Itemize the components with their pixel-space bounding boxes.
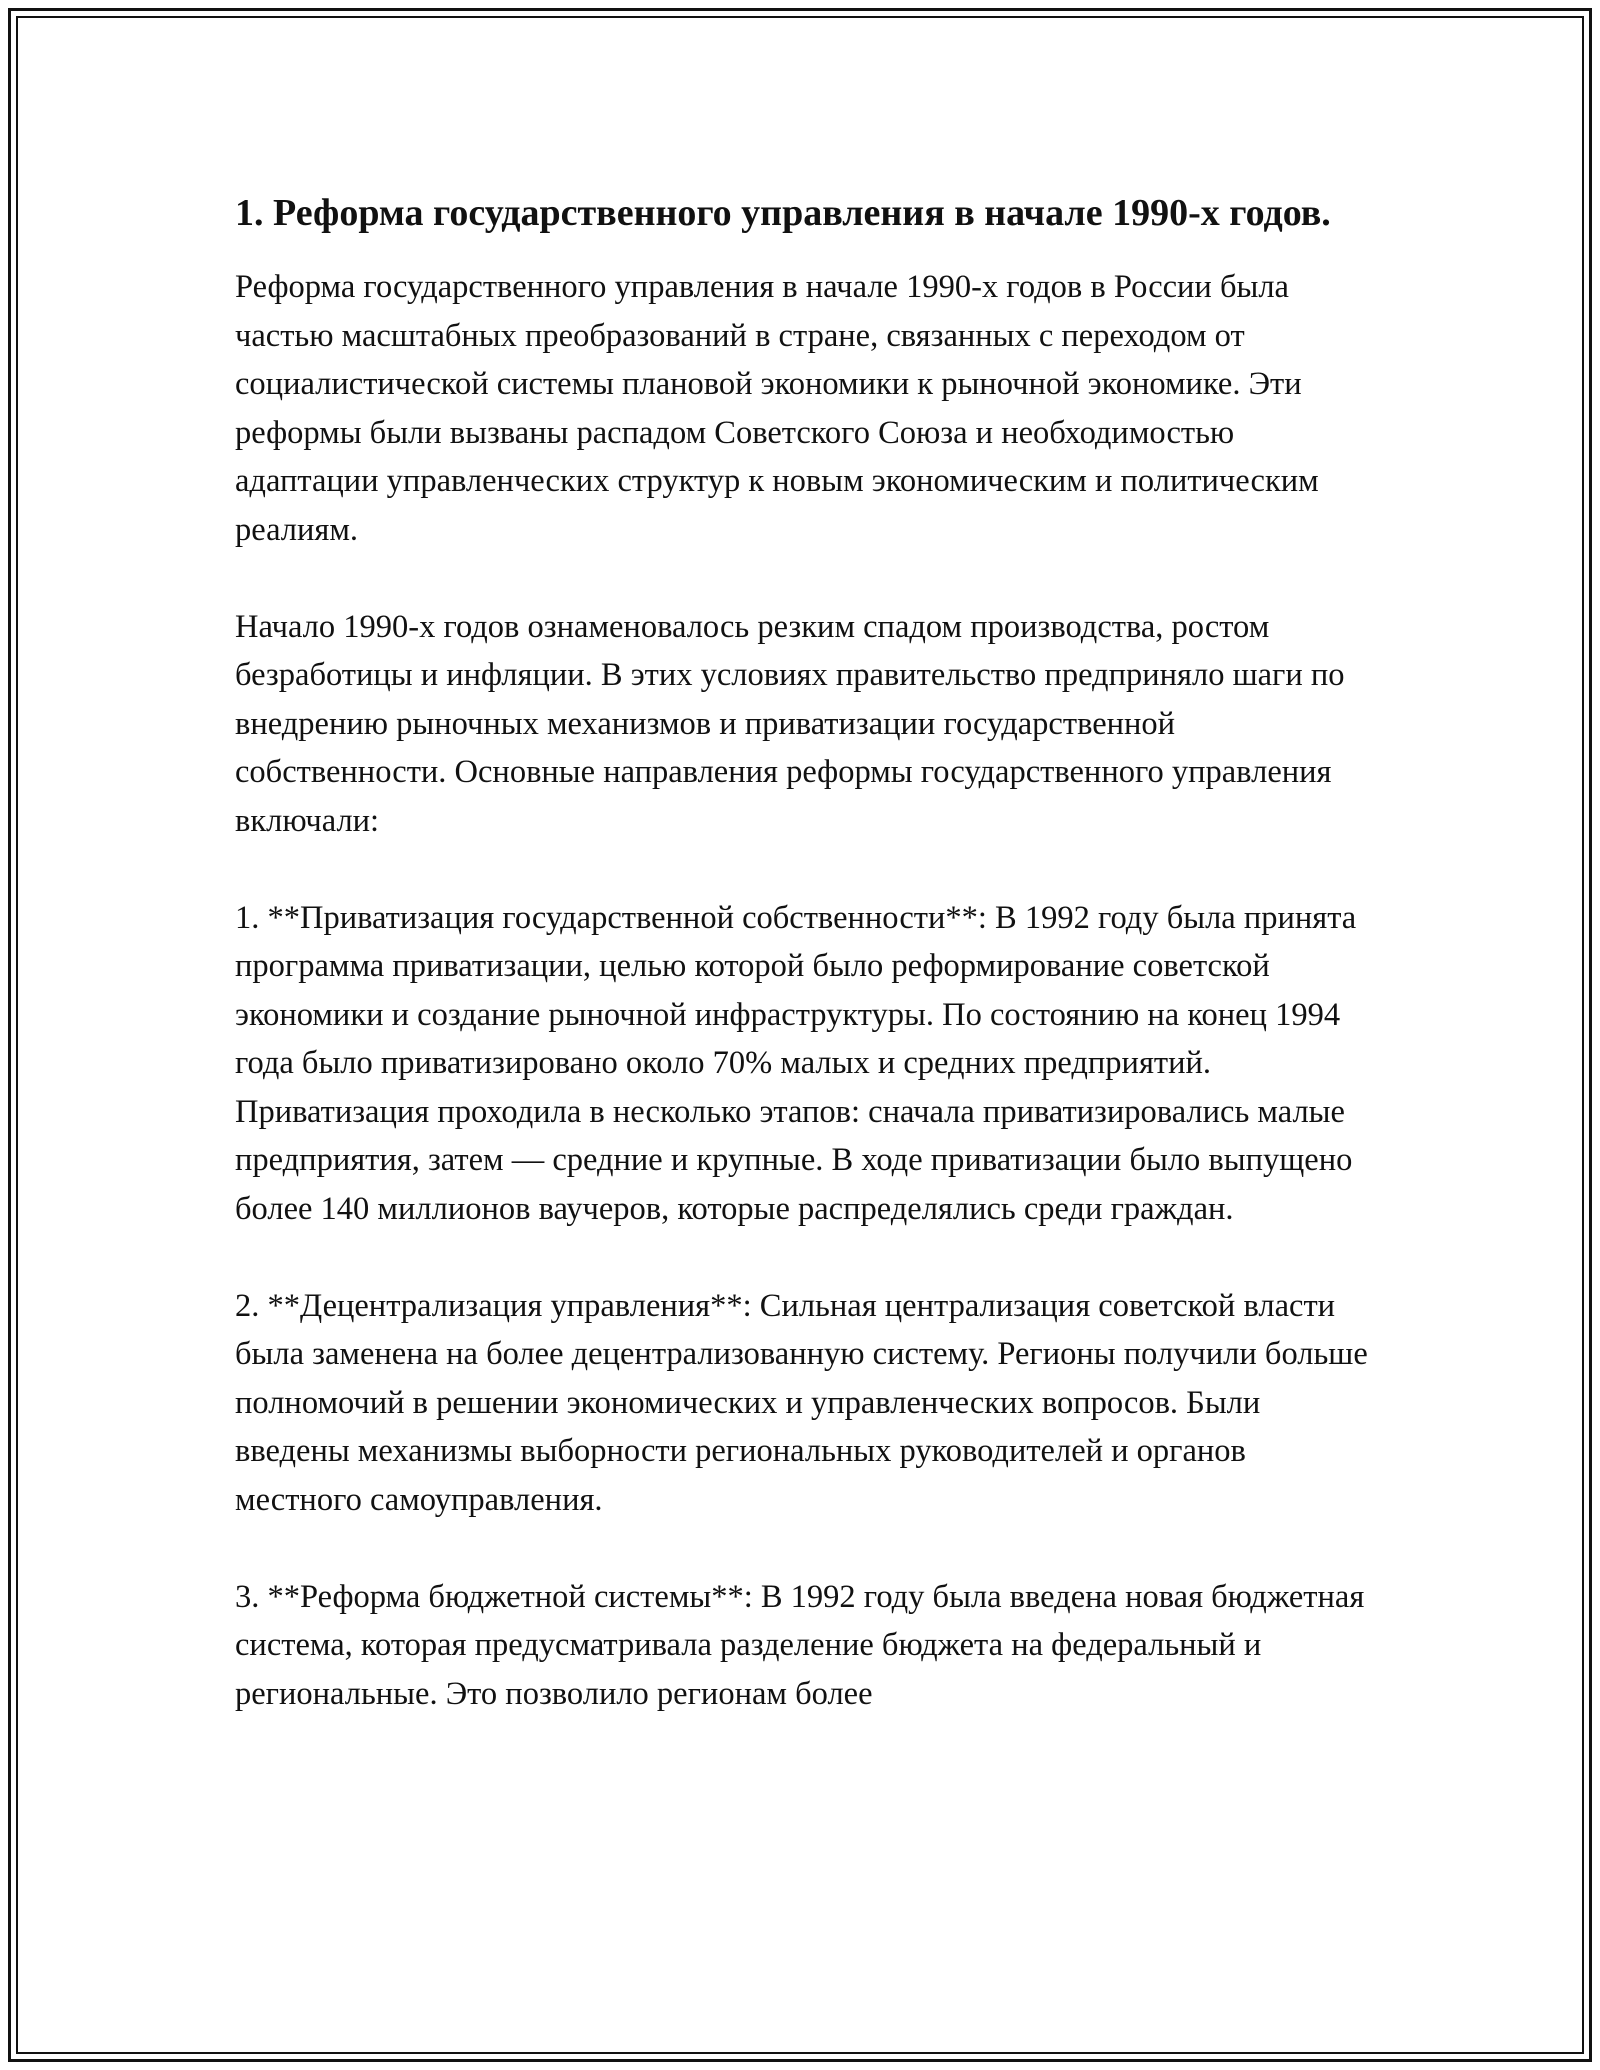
paragraph-budget-reform: 3. **Реформа бюджетной системы**: В 1992 году была введена новая бюджетная система, которая предусматривала разделение бюджета на федеральный и региональные. Это позволило регионам более	[235, 1578, 1365, 1712]
paragraph-privatization: 1. **Приватизация государственной собственности**: В 1992 году была принята программа приватизации, целью которой было реформирование советской экономики и создание рыночной инфраструктуры. По состоянию на конец 1994 года было приватизировано около 70% малых и средних предприятий. Приватизация проходила в несколько этапов: сначала приватизировались малые предприятия, затем — средние и крупные. В ходе приватизации было выпущено более 140 миллионов ваучеров, которые распределялись среди граждан.	[235, 899, 1357, 1227]
paragraph-context: Начало 1990-х годов ознаменовалось резким спадом производства, ростом безработицы и инфляции. В этих условиях правительство предприняло шаги по внедрению рыночных механизмов и приватизации государственной собственности. Основные направления реформы государственного управления включали:	[235, 608, 1345, 839]
paragraph-intro: Реформа государственного управления в начале 1990-х годов в России была частью масштабных преобразований в стране, связанных с переходом от социалистической системы плановой экономики к рыночной экономике. Эти реформы были вызваны распадом Советского Союза и необходимостью адаптации управленческих структур к новым экономическим и политическим реалиям.	[235, 269, 1319, 548]
document-body	[235, 185, 1375, 1767]
document-title: 1. Реформа государственного управления в начале 1990-х годов.	[235, 192, 1331, 234]
paragraph-decentralization: 2. **Децентрализация управления**: Сильная централизация советской власти была заменена на более децентрализованную систему. Регионы получили больше полномочий в решении экономических и управленческих вопросов. Были введены механизмы выборности региональных руководителей и органов местного самоуправления.	[235, 1287, 1368, 1518]
